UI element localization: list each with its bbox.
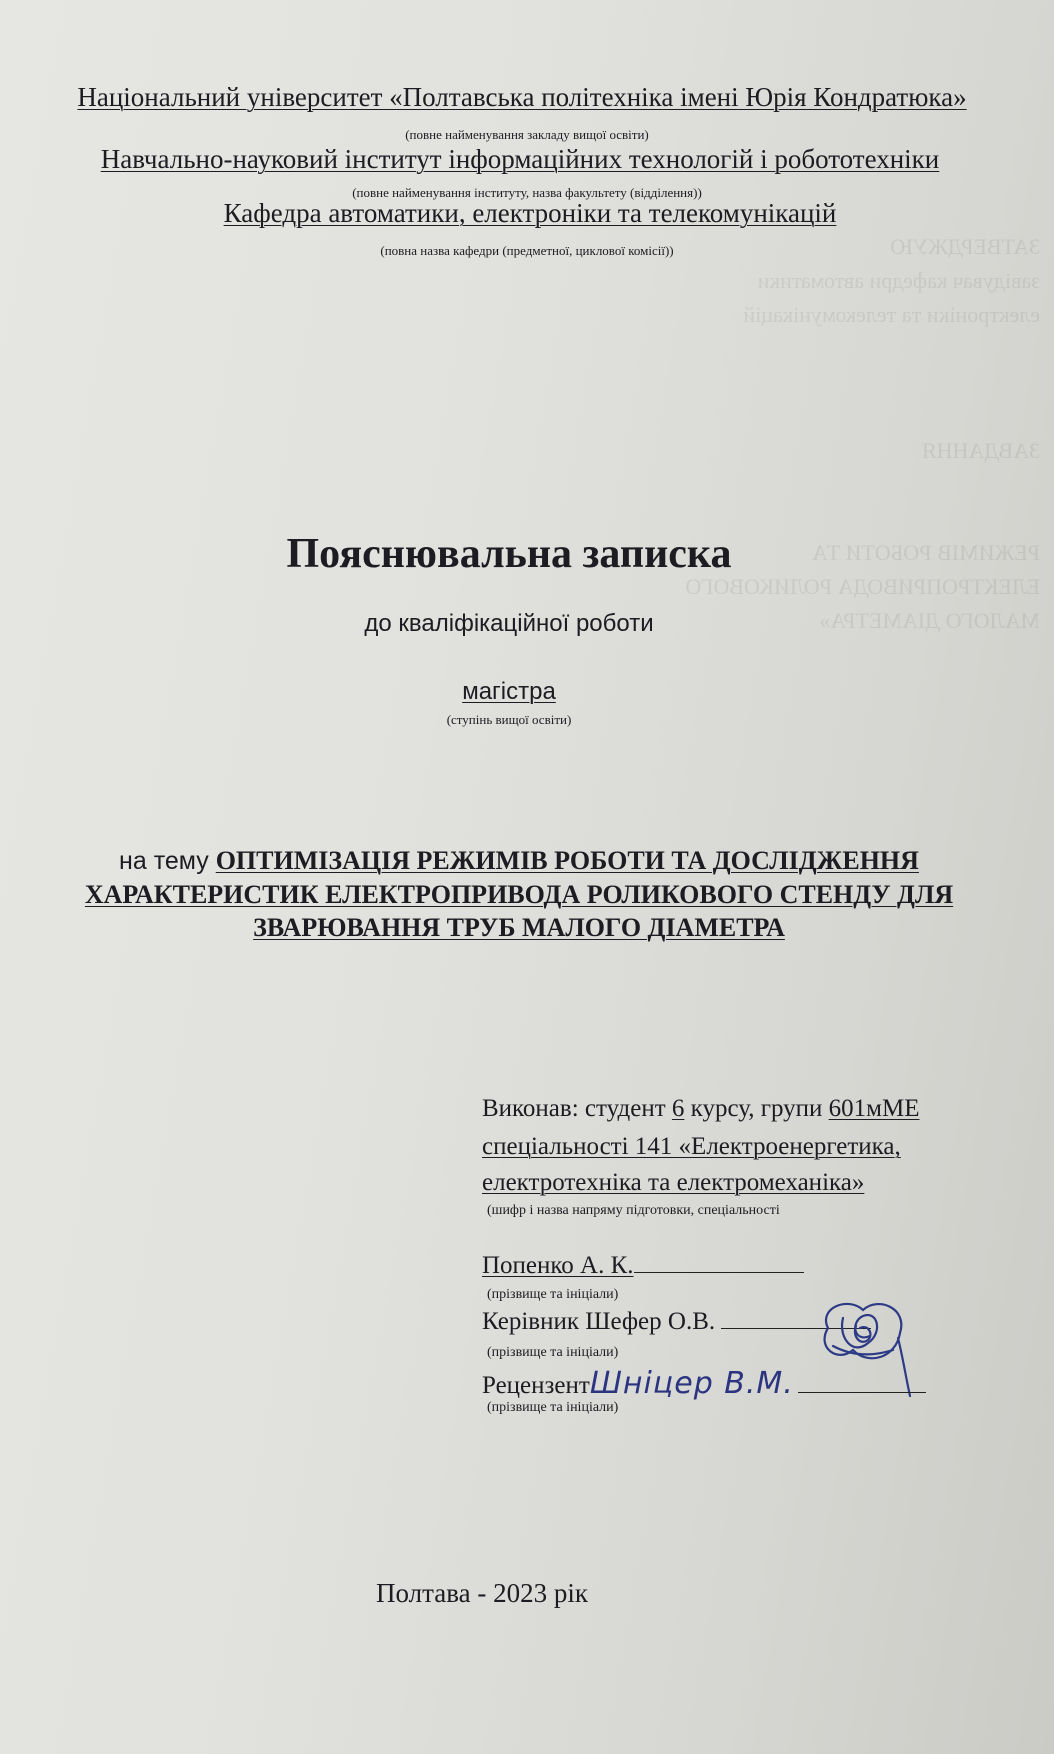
- university-name: Національний університет «Полтавська політехніка імені Юрія Кондратюка»: [77, 82, 967, 112]
- document-subtitle: до кваліфікаційної роботи: [364, 610, 654, 637]
- institute-name: Навчально-науковий інститут інформаційних технологій і робототехніки: [100, 144, 940, 174]
- institute-note: (повне найменування інституту, назва факультету (відділення)): [352, 185, 702, 200]
- specialty-line-2: електротехніка та електромеханіка»: [482, 1169, 865, 1196]
- topic-text-2: ХАРАКТЕРИСТИК ЕЛЕКТРОПРИВОДА РОЛИКОВОГО СТЕНДУ ДЛЯ: [84, 880, 954, 909]
- completed-prefix: Виконав: студент: [482, 1095, 666, 1122]
- reviewer-line: [482, 1366, 926, 1401]
- topic-text-3: ЗВАРЮВАННЯ ТРУБ МАЛОГО ДІАМЕТРА: [253, 913, 785, 942]
- degree: магістра: [462, 678, 556, 705]
- reviewer-label: Рецензент: [482, 1372, 590, 1399]
- reviewer-note: (прізвище та ініціали): [487, 1400, 619, 1415]
- reviewer-signature-line: [798, 1391, 926, 1393]
- student-signature-line: [634, 1271, 804, 1273]
- group-value: 601мМЕ: [828, 1095, 920, 1122]
- student-name: Попенко А. К.: [482, 1252, 634, 1279]
- department-name: Кафедра автоматики, електроніки та телекомунікацій: [223, 198, 837, 228]
- city-year: Полтава - 2023 рік: [376, 1578, 588, 1608]
- specialty-note: (шифр і назва напряму підготовки, спеціальності: [487, 1203, 780, 1218]
- student-line: [482, 1252, 804, 1280]
- course-suffix: курсу, групи: [690, 1095, 823, 1122]
- reviewer-name: Шніцер В.М.: [589, 1366, 794, 1401]
- specialty-line-1: спеціальності 141 «Електроенергетика,: [482, 1133, 901, 1160]
- topic-line-3: [0, 913, 1046, 943]
- student-note: (прізвище та ініціали): [487, 1287, 619, 1302]
- topic-text-1: ОПТИМІЗАЦІЯ РЕЖИМІВ РОБОТИ ТА ДОСЛІДЖЕННЯ: [215, 846, 919, 875]
- topic-prefix: на тему: [119, 847, 209, 875]
- course-value: 6: [671, 1095, 685, 1122]
- university-note: (повне найменування закладу вищої освіти): [405, 127, 649, 142]
- degree-note: (ступінь вищої освіти): [446, 712, 572, 727]
- supervisor-name: Керівник Шефер О.В.: [482, 1308, 716, 1335]
- supervisor-note: (прізвище та ініціали): [487, 1345, 619, 1360]
- topic-line-1: [0, 846, 1046, 876]
- document-title: Пояснювальна записка: [286, 531, 732, 577]
- author-line-1: [482, 1095, 919, 1123]
- topic-line-2: [0, 880, 1046, 910]
- department-note: (повна назва кафедри (предметної, циклової комісії)): [380, 243, 674, 258]
- bleed-through-text: ЗАТВЕРДЖУЮ завідувач кафедри автоматики електроніки та телекомунікацій ЗАВДАННЯ РЕЖИМІВ РОБОТИ ТА ЕЛЕКТРОПРИВОДА РОЛИКОВОГО МАЛОГО ДІАМЕТРА»: [685, 234, 1040, 633]
